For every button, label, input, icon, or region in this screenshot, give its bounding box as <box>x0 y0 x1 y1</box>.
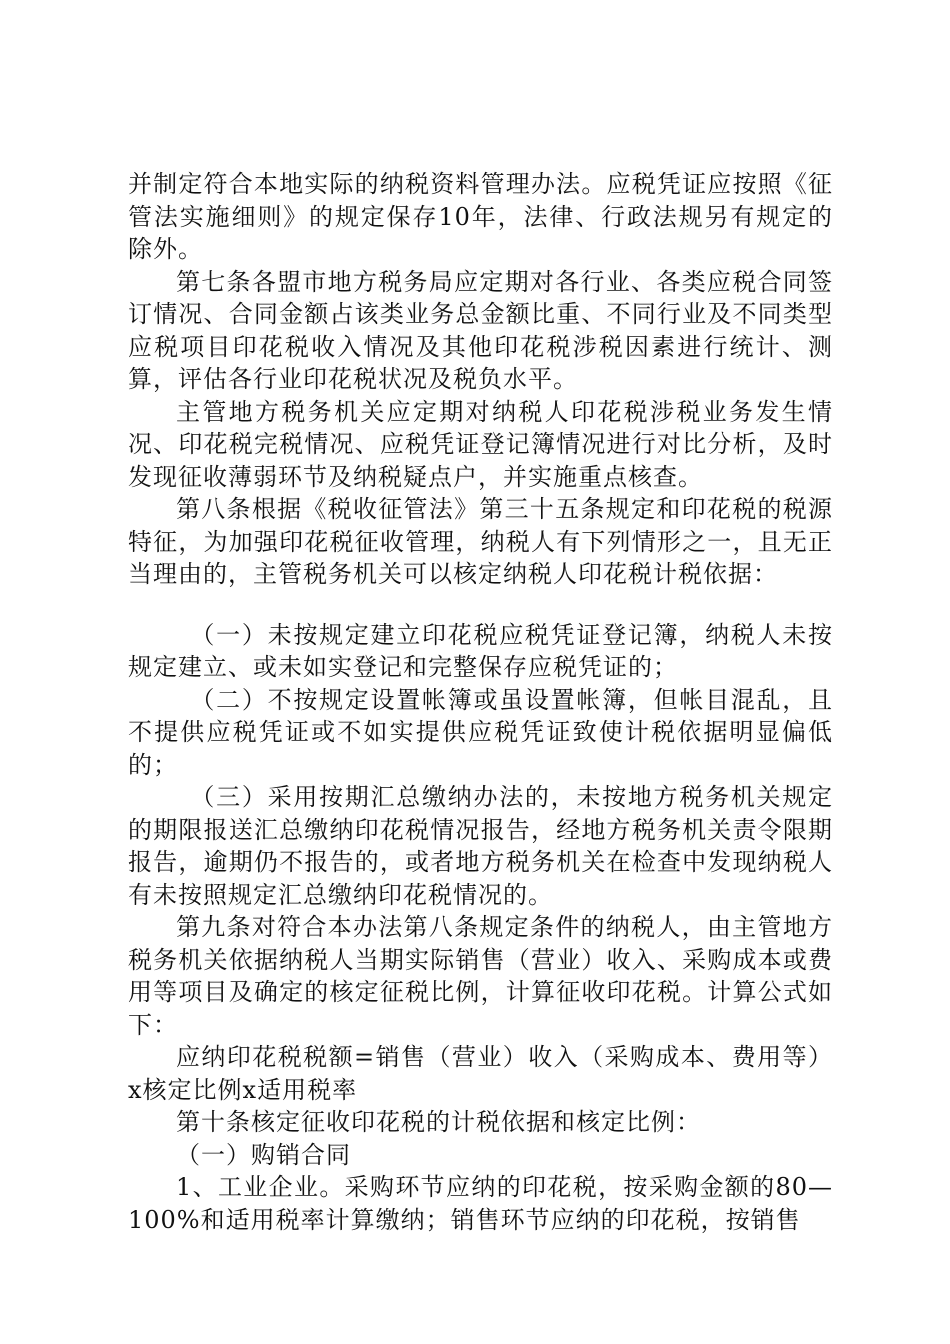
paragraph-section-sales-contract: （一）购销合同 <box>176 1140 351 1169</box>
paragraph-item-3: （三）采用按期汇总缴纳办法的，未按地方税务机关规定的期限报送汇总缴纳印花税情况报告，经地方税务机关责令限期报告，逾期仍不报告的，或者地方税务机关在检查中发现纳税人有未按照规定汇总缴纳印花税情况的。 <box>128 783 833 909</box>
paragraph-industrial-enterprise: 1、工业企业。采购环节应纳的印花税，按采购金额的80—100%和适用税率计算缴纳；销售环节应纳的印花税，按销售 <box>128 1173 833 1234</box>
paragraph-formula: 应纳印花税税额=销售（营业）收入（采购成本、费用等）x核定比例x适用税率 <box>128 1043 833 1104</box>
paragraph-article-10: 第十条核定征收印花税的计税依据和核定比例： <box>176 1108 701 1136</box>
paragraph-article-7: 第七条各盟市地方税务局应定期对各行业、各类应税合同签订情况、合同金额占该类业务总金额比重、不同行业及不同类型应税项目印花税收入情况及其他印花税涉税因素进行统计、测算，评估各行业印花税状况及税负水平。 <box>128 267 833 393</box>
paragraph-article-8: 第八条根据《税收征管法》第三十五条规定和印花税的税源特征，为加强印花税征收管理，纳税人有下列情形之一，且无正当理由的，主管税务机关可以核定纳税人印花税计税依据： <box>128 495 833 588</box>
paragraph-item-1: （一）未按规定建立印花税应税凭证登记簿，纳税人未按规定建立、或未如实登记和完整保存应税凭证的； <box>128 620 833 681</box>
paragraph-authority-analysis: 主管地方税务机关应定期对纳税人印花税涉税业务发生情况、印花税完税情况、应税凭证登记簿情况进行对比分析，及时发现征收薄弱环节及纳税疑点户，并实施重点核查。 <box>128 397 833 491</box>
paragraph-1: 并制定符合本地实际的纳税资料管理办法。应税凭证应按照《征管法实施细则》的规定保存10年，法律、行政法规另有规定的除外。 <box>128 170 833 263</box>
document-page <box>128 168 833 1236</box>
paragraph-item-2: （二）不按规定设置帐簿或虽设置帐簿，但帐目混乱，且不提供应税凭证或不如实提供应税凭证致使计税依据明显偏低的； <box>128 685 833 779</box>
paragraph-article-9: 第九条对符合本办法第八条规定条件的纳税人，由主管地方税务机关依据纳税人当期实际销售（营业）收入、采购成本或费用等项目及确定的核定征税比例，计算征收印花税。计算公式如下： <box>128 913 833 1039</box>
